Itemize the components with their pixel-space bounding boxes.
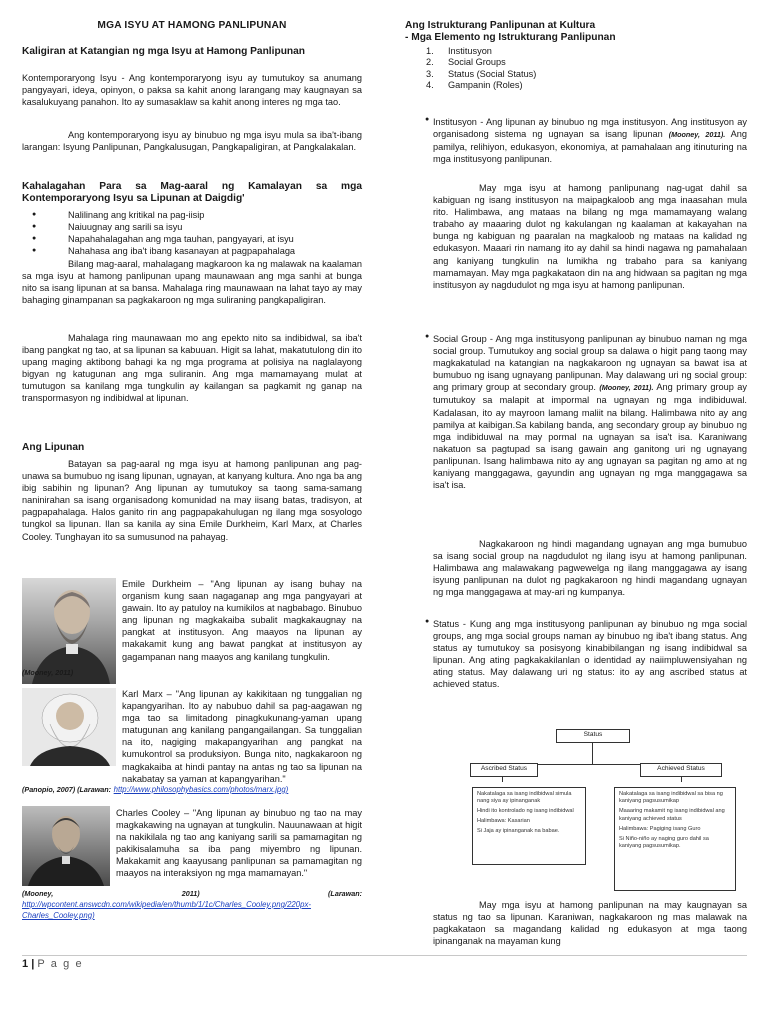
section-heading: Ang Istrukturang Panlipunan at Kultura [405, 20, 596, 31]
paragraph: Status - Kung ang mga institusyong panlipunan ay binubuo ng mga social groups, ang mga social groups naman ay binubuo ng iba't ibang status. Ang status ay tumutukoy sa posisyong kinabibilangan ng isang indibidwal sa lipunan. Ang ating pagkakakilanlan o identidad ay naiimpluwensiyahan ng ating status. May dalawang uri ng status: ito ay ang ascribed status at achieved status. [433, 619, 747, 690]
paragraph: Kontemporaryong Isyu - Ang kontemporaryong isyu ay tumutukoy sa anumang pangyayari, ideya, opinyon, o paksa sa kahit anong larangang may kaugnayan sa kasalukuyang panahon. Ito ay sumasaklaw sa kahit anong interes ng mga tao. [22, 73, 362, 108]
diagram-text: Halimbawa: Kasarian [477, 818, 530, 825]
section-heading: Ang Lipunan [22, 442, 85, 453]
bullet-icon: ● [425, 116, 430, 123]
list-item: 1. Institusyon [426, 46, 492, 56]
paragraph: Institusyon - Ang lipunan ay binubuo ng mga institusyon. Ang institusyon ay organisadong sistema ng ugnayan sa isang lipunan (Mooney, 2011). Ang pamilya, relihiyon, edukasyon, ekonomiya, at pamahalaan ang itinuturing na mga institusyong panlipunan. [433, 117, 748, 165]
cooley-photo [22, 806, 110, 886]
paragraph: Ang kontemporaryong isyu ay binubuo ng mga isyu mula sa iba't-ibang larangan: Isyung Panlipunan, Pangkalusugan, Pangkapaligiran, at Pangkalakalan. [22, 130, 362, 153]
durkheim-cite-line: (Mooney, 2011) [22, 668, 74, 677]
section-subheading: - Mga Elemento ng Istrukturang Panlipunan [405, 32, 616, 43]
list-item: ● Nalilinang ang kritikal na pag-iisip [22, 209, 362, 221]
quote-marx: Karl Marx – "Ang lipunan ay kakikitaan ng tunggalian ng kapangyarihan. Ito ay nabubuo dahil sa pag-aagawan ng mga tao sa limitadong pinagkukunang-yaman upang matugunan ang kanilang pangangailangan. Sa tunggalian na ito, nagiging makapangyarihan ang pangkat na kumukontrol sa produksiyon. Bunga nito, nagkakaroon ng magkakaiba at hindi pantay na antas ng tao sa lipunan na nakabatay sa yaman at kapangyarihan." [122, 689, 362, 784]
list-item: ● Nahahasa ang iba't ibang kasanayan at pagpapahalaga [22, 245, 362, 257]
section-heading: Kaligiran at Katangian ng mga Isyu at Hamong Panlipunan [22, 46, 306, 57]
paragraph: Nagkakaroon ng hindi magandang ugnayan ang mga bumubuo sa isang social group na nagdudulot ng ilang isyu at hamong panlipunan. Halimbawa ang malawakang pagwewelga ng ilang manggagawa ay isang isyung panlipunan na dulot ng pagkakaroon ng hindi magandang ugnayan ng mga manggagawa at may-ari ng kumpanya. [433, 539, 747, 598]
paragraph: May mga isyu at hamong panlipunan na may kaugnayan sa status ng tao sa lipunan. Karaniwan, nagkakaroon ng mas malawak na pagkakataon sa magandang kalidad ng edukasyon at mga taong ipinanganak na mayaman kung [433, 900, 747, 947]
paragraph: Bilang mag-aaral, mahalagang magkaroon ka ng malawak na kaalaman sa mga isyu at hamong panlipunan upang maunawaan ang mga sanhi at bunga nito sa isang lipunan at sa bansa. Mahalaga ring maunawaan na lahat tayo ay may bahaging ginampanan sa pagkakaroon ng mga suliraning pangkapaligiran. [22, 259, 362, 306]
bullet-icon: ● [425, 618, 430, 625]
connector [592, 742, 593, 764]
diagram-node-status: Status [556, 729, 630, 743]
ascribed-description-box [472, 787, 586, 865]
paragraph: Mahalaga ring maunawaan mo ang epekto nito sa indibidwal, sa iba't ibang pangkat ng tao, at sa lipunan sa kabuuan. Higit sa lahat, makatutulong din ito upang maging aktibong bahagi ka ng mga programa at polisiya na naglalayong bigyan ng katugunan ang mga suliranin. Ang mga mamamayang mulat at tumutugon sa kanilang mga tungkulin ay kailangan sa pagkamit ng ganap na transpormasyon ng indibidwal at lipunan. [22, 333, 362, 404]
paragraph: Batayan sa pag-aaral ng mga isyu at hamong panlipunan ang pag-unawa sa bumubuo ng isang lipunan, ugnayan, at kanyang kultura. Ano nga ba ang ibig sabihin ng lipunan? Ang lipunan ay tumutukoy sa taong sama-samang naninirahan sa isang organisadong komunidad na may iisang batas, tradisyon, at pagpapahalaga. Halos ganito rin ang pagpapakahulugan ng ilang mga sosyologo tungkol sa lipunan. Ilan sa kanila ay sina Emile Durkheim, Karl Marx, at Charles Cooley. Tunghayan ito sa sumusunod na pahayag. [22, 459, 362, 542]
quote-durkheim: Emile Durkheim – "Ang lipunan ay isang buhay na organism kung saan nagaganap ang mga pangyayari at gawain. Ito ay patuloy na kumikilos at nagbabago. Binubuo ang lipunan ng magkakaiba subalit magkakaugnay na pangkat at institusyon. Ang maayos na lipunan ay makakamit kung ang bawat pangkat at institusyon ay gagampanan nang maayos ang kanilang tungkulin. [122, 579, 362, 662]
list-item: 2. Social Groups [426, 57, 506, 68]
status-diagram [474, 725, 744, 895]
diagram-text: Nakatalaga sa isang indibidwal sa bisa ng kaniyang pagsusumikap [619, 791, 723, 805]
elements-list [405, 46, 746, 91]
bullet-icon: ● [425, 333, 430, 340]
diagram-text: Maaaring makamit ng isang indibidwal ang kaniyang achieved status [619, 808, 725, 822]
diagram-text: Si Jaja ay ipinanganak na babae. [477, 828, 560, 835]
diagram-text: Halimbawa: Pagiging isang Guro [619, 825, 701, 832]
institusyon-item [405, 116, 747, 165]
paragraph: Social Group - Ang mga institusyong panlipunan ay binubuo naman ng mga social group. Tumutukoy ang social group sa dalawa o higit pang taong may magkakatulad na katangian na nagkakaroon ng ugnayan sa bawat isa at bumubuo ng isang ugnayang panlipunan. May dalawang uri ng social group: ang primary group at secondary group. (Mooney, 2011). Ang primary group ay tumutukoy sa malapit at impormal na ugnayan ng mga indibiduwal. Kadalasan, ito ay mayroon lamang maliit na bilang. Halimbawa nito ay ang pamilya at kaibigan.Sa kabilang banda, ang secondary group ay binubuo ng mga indibiduwal na may pormal na ugnayan sa isa't isa. Karaniwang nakatuon sa pagtupad sa isang gawain ang ganitong uri ng ugnayang panlipunan. Isang halimbawa nito ay ang ugnayan sa pagitan ng amo at ng kaniyang manggagawa, gayundin ang ugnayan ng mga manggagawa sa isa't isa. [433, 334, 748, 491]
marx-photo [22, 688, 116, 766]
diagram-text: Nakatalaga sa isang indibidwal simula nang siya ay ipinanganak [477, 791, 572, 805]
diagram-text: Hindi ito kontrolado ng isang indibidwal [477, 808, 574, 815]
marx-cite-line: (Panopio, 2007) (Larawan: http://www.philosophybasics.com/photos/marx.jpg) [22, 785, 289, 794]
quote-cooley: Charles Cooley – "Ang lipunan ay binubuo ng tao na may magkakawing na ugnayan at tungkulin. Nauunawaan at higit na nakikilala ng tao ang kaniyang sarili sa pamamagitan ng pakikisalamuha sa iba pang miyembro ng lipunan. Makakamit ang kaayusang panlipunan sa pamamagitan ng maayos na interaksiyon ng mga mamamayan." [116, 808, 362, 879]
page-number: 1 | P a g e [22, 958, 84, 970]
diagram-node-achieved: Achieved Status [640, 763, 722, 777]
achieved-description-box [614, 787, 736, 891]
marx-image-link[interactable]: http://www.philosophybasics.com/photos/marx.jpg) [113, 785, 289, 794]
list-item: ● Napahahalagahan ang mga tauhan, pangyayari, at isyu [22, 233, 362, 245]
diagram-node-ascribed: Ascribed Status [470, 763, 538, 777]
list-item: ● Naiuugnay ang sarili sa isyu [22, 221, 362, 233]
diagram-text: Si Niño-niño ay naging guro dahil sa kaniyang pagsusumikap. [619, 835, 709, 849]
cooley-cite-line: (Mooney, 2011) (Larawan: http://wpcontent.answcdn.com/wikipedia/en/thumb/1/1c/Charles_Cooley.png/220px-Charles_Cooley.png) [22, 889, 362, 920]
list-item: 3. Status (Social Status) [426, 68, 537, 79]
bullet-list [22, 209, 362, 257]
doc-title: MGA ISYU AT HAMONG PANLIPUNAN [97, 20, 287, 31]
social-group-item [405, 333, 747, 491]
list-item: 4. Gampanin (Roles) [426, 79, 523, 90]
paragraph: May mga isyu at hamong panlipunang nag-ugat dahil sa kabiguan ng isang institusyon na maipagkaloob ang mga inaasahan mula rito. Halimbawa, ang mataas na bilang ng mga mamamayang walang trabaho ay maaaring dulot ng kakulangan ng kaalaman at kakayahan na bunga ng kabiguan ng paaralan na magkaloob ng mataas na kalidad ng edukasyon. Maaari rin namang ito ay dahil sa hindi nagawa ng pamahalaan ang kaniyang tungkulin na lumikha ng trabaho para sa kaniyang mamamayan. May mga pagkakataon din na ang hidwaan sa pagitan ng mga institusyon ay nagdudulot ng mga isyu at hamong panlipunan. [433, 183, 747, 290]
cooley-image-link[interactable]: http://wpcontent.answcdn.com/wikipedia/en/thumb/1/1c/Charles_Cooley.png/220px-Charles_Cooley.png) [22, 900, 311, 920]
footer-divider [22, 955, 747, 956]
status-item [405, 618, 747, 691]
section-heading: Kahalagahan Para sa Mag-aaral ng Kamalayan sa mga Kontemporaryong Isyu sa Lipunan at Daigdig' [22, 181, 362, 204]
